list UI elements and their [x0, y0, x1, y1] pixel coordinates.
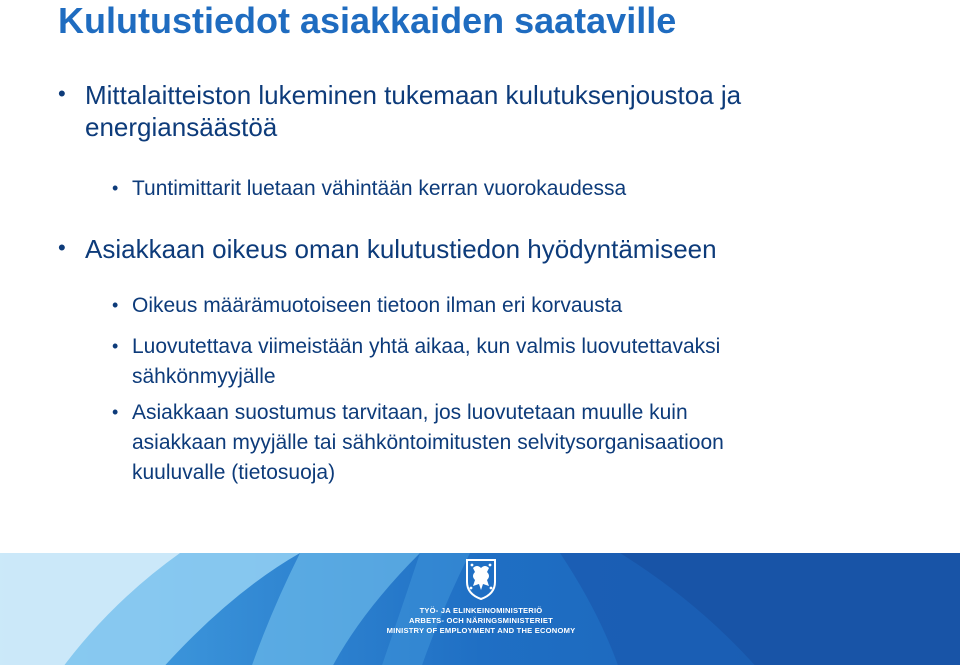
ministry-name-fi: TYÖ- JA ELINKEINOMINISTERIÖ: [419, 606, 543, 615]
ministry-name: [376, 606, 586, 636]
bullet-dot: •: [58, 235, 66, 260]
bullet-line: kuuluvalle (tietosuoja): [132, 461, 336, 484]
bullet-line: Luovutettava viimeistään yhtä aikaa, kun valmis luovutettavaksi: [132, 335, 721, 358]
bullet-dot: •: [112, 178, 119, 198]
bullet-line: Mittalaitteiston lukeminen tukemaan kulutuksenjoustoa ja: [85, 80, 742, 110]
bullet-dot: •: [112, 295, 119, 315]
ministry-name-en: MINISTRY OF EMPLOYMENT AND THE ECONOMY: [386, 626, 576, 635]
bullet-line: asiakkaan myyjälle tai sähköntoimitusten selvitysorganisaatioon: [132, 431, 724, 454]
bullet-line: Tuntimittarit luetaan vähintään kerran vuorokaudessa: [132, 177, 627, 200]
bullet-dot: •: [112, 336, 119, 356]
bullet-line: energiansäästöä: [85, 112, 278, 142]
bullet-dot: •: [112, 402, 119, 422]
slide-title: Kulutustiedot asiakkaiden saataville: [58, 0, 677, 41]
finnish-lion-coat-of-arms-icon: [463, 558, 499, 600]
bullet-line: Asiakkaan suostumus tarvitaan, jos luovutetaan muulle kuin: [132, 401, 688, 424]
bullet-line: sähkönmyyjälle: [132, 365, 276, 388]
bullet-line: Oikeus määrämuotoiseen tietoon ilman eri korvausta: [132, 294, 623, 317]
ministry-name-sv: ARBETS- OCH NÄRINGSMINISTERIET: [409, 616, 553, 625]
bullet-line: Asiakkaan oikeus oman kulutustiedon hyödyntämiseen: [85, 234, 717, 264]
bullet-dot: •: [58, 81, 66, 106]
